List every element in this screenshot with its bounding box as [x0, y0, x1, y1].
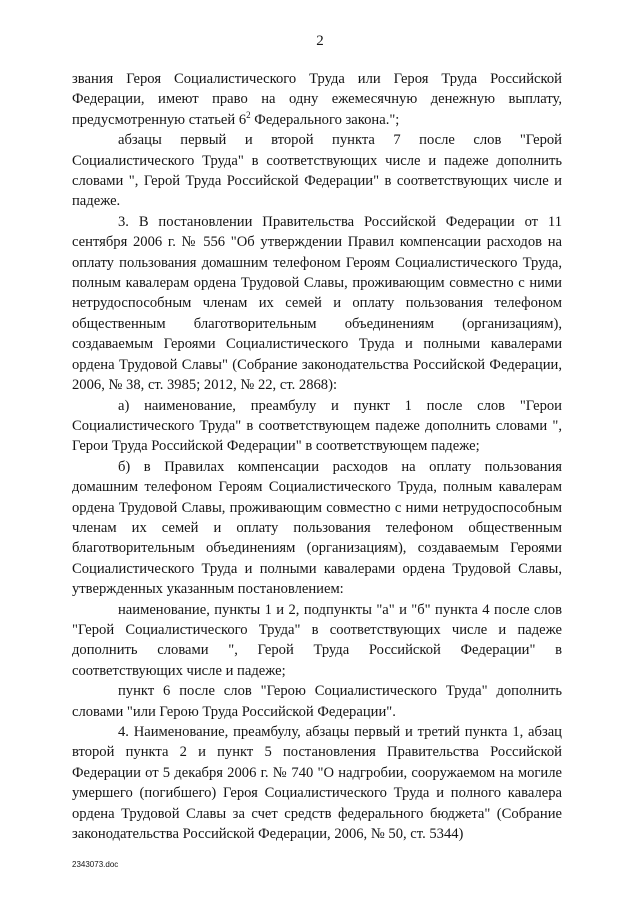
paragraph-continuation	[72, 69, 562, 130]
paragraph-subitem-a: а) наименование, преамбулу и пункт 1 после слов "Герои Социалистического Труда" в соответствующем падеже дополнить словами ", Герои Труда Российской Федерации" в соответствующем падеже;	[72, 397, 562, 455]
paragraph-tail: Федерального закона.";	[250, 111, 400, 128]
page-number: 2	[316, 33, 324, 49]
paragraph-text: звания Героя Социалистического Труда или Героя Труда Российской Федерации, имеют право на одну ежемесячную денежную выплату, предусмотренную статьей 6	[72, 71, 562, 128]
paragraph-section-3: 3. В постановлении Правительства Российской Федерации от 11 сентября 2006 г. № 556 "Об утверждении Правил компенсации расходов на оплату пользования домашним телефоном Героям Социалистического Труда, полным кавалерам ордена Трудовой Славы, проживающим совместно с ними нетрудоспособным членам их семей и оплату пользования телефоном общественным благотворительным объединениям (организациям), создаваемым Героями Социалистического Труда и полными кавалерами ордена Трудовой Славы" (Собрание законодательства Российской Федерации, 2006, № 38, ст. 3985; 2012, № 22, ст. 2868):	[72, 213, 562, 394]
article-superscript: 2	[246, 109, 251, 120]
paragraph-item-7: абзацы первый и второй пункта 7 после слов "Герой Социалистического Труда" в соответствующих числе и падеже дополнить словами ", Герой Труда Российской Федерации" в соответствующих числе и падеже.	[72, 132, 562, 210]
document-file-code: 2343073.doc	[72, 860, 119, 869]
paragraph-section-4: 4. Наименование, преамбулу, абзацы первый и третий пункта 1, абзац второй пункта 2 и пункт 5 постановления Правительства Российской Федерации от 5 декабря 2006 г. № 740 "О надгробии, сооружаемом на могиле умершего (погибшего) Героя Социалистического Труда и полного кавалера ордена Трудовой Славы за счет средств федерального бюджета" (Собрание законодательства Российской Федерации, 2006, № 50, ст. 5344)	[72, 724, 562, 843]
paragraph-names-points: наименование, пункты 1 и 2, подпункты "а" и "б" пункта 4 после слов "Герой Социалистического Труда" в соответствующих числе и падеже дополнить словами ", Герой Труда Российской Федерации" в соответствующих числе и падеже;	[72, 601, 562, 679]
paragraph-subitem-b: б) в Правилах компенсации расходов на оплату пользования домашним телефоном Героям Социалистического Труда, полным кавалерам ордена Трудовой Славы, проживающим совместно с ними нетрудоспособным членам их семей и оплату пользования телефоном общественным благотворительным объединениям (организациям), создаваемым Героями Социалистического Труда и полными кавалерами ордена Трудовой Славы, утвержденных указанным постановлением:	[72, 458, 562, 598]
paragraph-point-6: пункт 6 после слов "Герою Социалистического Труда" дополнить словами "или Герою Труда Российской Федерации".	[72, 683, 562, 720]
document-body	[72, 69, 562, 844]
